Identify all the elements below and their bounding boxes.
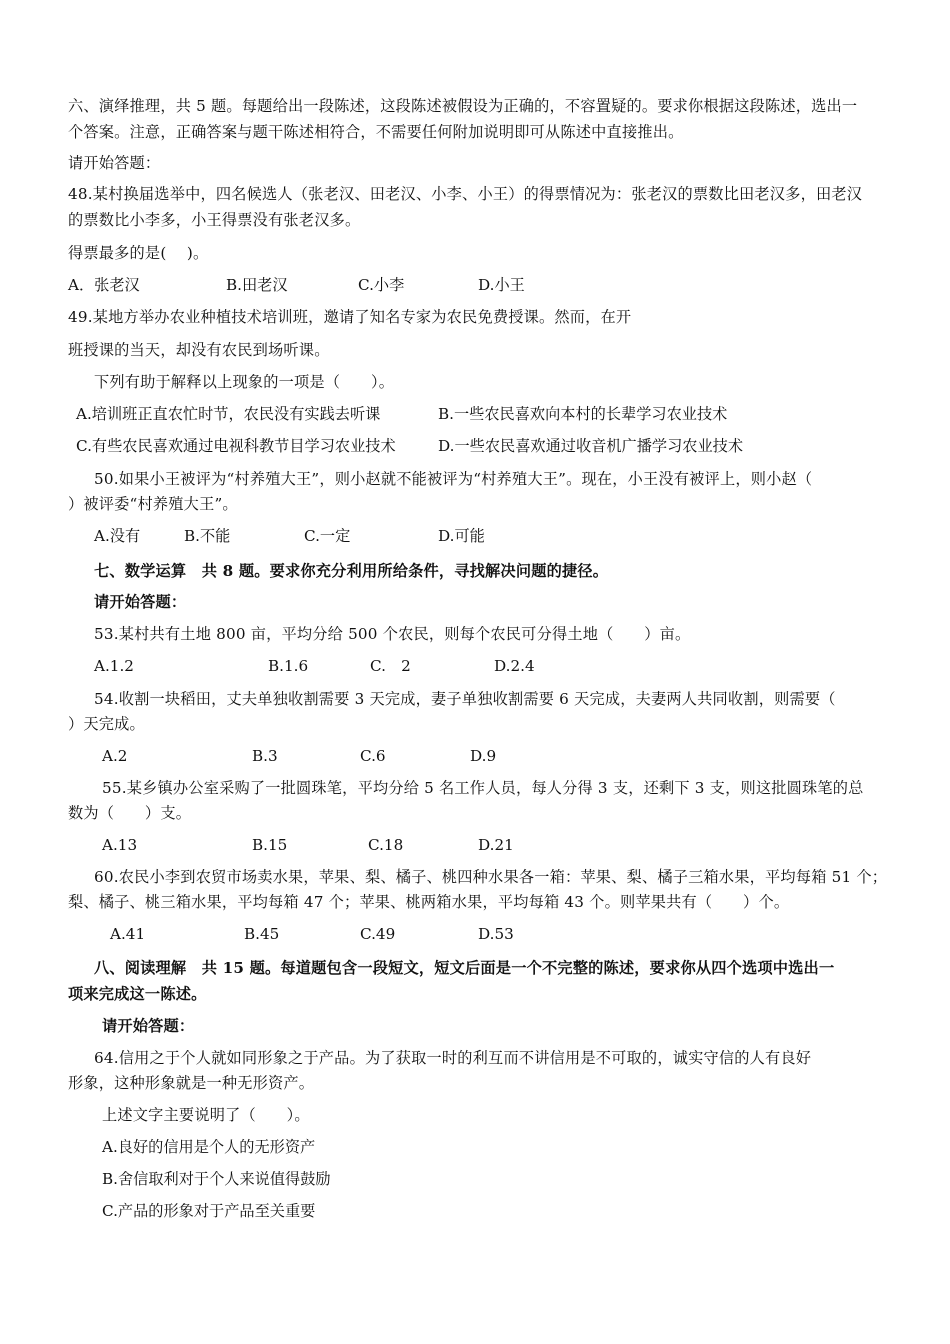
q53-option-b: B.1.6 bbox=[268, 657, 309, 675]
q49-line1: 49.某地方举办农业种植技术培训班，邀请了知名专家为农民免费授课。然而，在开 bbox=[68, 308, 632, 326]
q55-line2: 数为（ ）支。 bbox=[68, 804, 192, 822]
q53-line1: 53.某村共有土地 800 亩，平均分给 500 个农民，则每个农民可分得土地（ ）亩。 bbox=[94, 625, 691, 643]
q54-option-b: B.3 bbox=[252, 747, 278, 765]
q54-line2: ）天完成。 bbox=[68, 715, 145, 733]
section7-title: 七、数学运算 共 8 题。要求你充分利用所给条件，寻找解决问题的捷径。 bbox=[94, 562, 609, 580]
q60-option-c: C.49 bbox=[360, 925, 396, 943]
section8-start: 请开始答题： bbox=[102, 1017, 195, 1035]
q64-ask: 上述文字主要说明了（ ）。 bbox=[102, 1106, 310, 1124]
q54-line1: 54.收割一块稻田，丈夫单独收割需要 3 天完成，妻子单独收割需要 6 天完成，夫妻两人共同收割，则需要（ bbox=[94, 690, 836, 708]
q50-option-d: D.可能 bbox=[438, 527, 485, 545]
q64-line1: 64.信用之于个人就如同形象之于产品。为了获取一时的利互而不讲信用是不可取的，诚实守信的人有良好 bbox=[94, 1049, 812, 1067]
section6-start: 请开始答题： bbox=[68, 154, 161, 172]
q50-line2: ）被评委“村养殖大王”。 bbox=[68, 495, 238, 513]
q48-line2: 的票数比小李多，小王得票没有张老汉多。 bbox=[68, 211, 361, 229]
q50-option-c: C.一定 bbox=[304, 527, 351, 545]
section6-intro-line1: 六、演绎推理，共 5 题。每题给出一段陈述，这段陈述被假设为正确的，不容置疑的。要求你根据这段陈述，选出一 bbox=[68, 97, 858, 115]
q55-option-c: C.18 bbox=[368, 836, 404, 854]
q64-option-a: A.良好的信用是个人的无形资产 bbox=[102, 1138, 316, 1156]
section7-start: 请开始答题： bbox=[94, 593, 187, 611]
q55-option-d: D.21 bbox=[478, 836, 514, 854]
q55-line1: 55.某乡镇办公室采购了一批圆珠笔，平均分给 5 名工作人员，每人分得 3 支，还剩下 3 支，则这批圆珠笔的总 bbox=[102, 779, 864, 797]
q64-line2: 形象，这种形象就是一种无形资产。 bbox=[68, 1074, 315, 1092]
q60-option-b: B.45 bbox=[244, 925, 280, 943]
q53-option-a: A.1.2 bbox=[94, 657, 134, 675]
section8-title-line2: 项来完成这一陈述。 bbox=[68, 985, 207, 1003]
q55-option-b: B.15 bbox=[252, 836, 288, 854]
q54-option-a: A.2 bbox=[102, 747, 128, 765]
q54-option-d: D.9 bbox=[470, 747, 497, 765]
q60-line1: 60.农民小李到农贸市场卖水果，苹果、梨、橘子、桃四种水果各一箱：苹果、梨、橘子三箱水果，平均每箱 51 个； bbox=[94, 868, 888, 886]
q64-option-b: B.舍信取利对于个人来说值得鼓励 bbox=[102, 1170, 331, 1188]
q55-option-a: A.13 bbox=[102, 836, 138, 854]
q54-option-c: C.6 bbox=[360, 747, 386, 765]
q49-option-a: A.培训班正直农忙时节，农民没有实践去听课 bbox=[76, 405, 381, 423]
q49-line2: 班授课的当天，却没有农民到场听课。 bbox=[68, 341, 330, 359]
section8-title-line1: 八、阅读理解 共 15 题。每道题包含一段短文，短文后面是一个不完整的陈述，要求你从四个选项中选出一 bbox=[94, 959, 835, 977]
q60-option-a: A.41 bbox=[110, 925, 146, 943]
q50-line1: 50.如果小王被评为“村养殖大王”，则小赵就不能被评为“村养殖大王”。现在，小王没有被评上，则小赵（ bbox=[94, 470, 813, 488]
q48-option-c: C.小李 bbox=[358, 276, 405, 294]
q48-option-a: A．张老汉 bbox=[68, 276, 140, 294]
q53-option-c: C. 2 bbox=[370, 657, 411, 675]
q50-option-a: A.没有 bbox=[94, 527, 141, 545]
q53-option-d: D.2.4 bbox=[494, 657, 535, 675]
q49-option-c: C.有些农民喜欢通过电视科教节目学习农业技术 bbox=[76, 437, 396, 455]
q48-option-d: D.小王 bbox=[478, 276, 525, 294]
q50-option-b: B.不能 bbox=[184, 527, 231, 545]
q64-option-c: C.产品的形象对于产品至关重要 bbox=[102, 1202, 316, 1220]
q48-option-b: B.田老汉 bbox=[226, 276, 288, 294]
q48-line1: 48.某村换届选举中，四名候选人（张老汉、田老汉、小李、小王）的得票情况为：张老汉的票数比田老汉多，田老汉 bbox=[68, 185, 863, 203]
q49-ask: 下列有助于解释以上现象的一项是（ ）。 bbox=[94, 373, 395, 391]
q49-option-b: B.一些农民喜欢向本村的长辈学习农业技术 bbox=[438, 405, 728, 423]
q48-ask: 得票最多的是( )。 bbox=[68, 244, 209, 262]
section6-intro-line2: 个答案。注意，正确答案与题干陈述相符合，不需要任何附加说明即可从陈述中直接推出。 bbox=[68, 123, 684, 141]
q60-option-d: D.53 bbox=[478, 925, 514, 943]
q49-option-d: D.一些农民喜欢通过收音机广播学习农业技术 bbox=[438, 437, 744, 455]
q60-line2: 梨、橘子、桃三箱水果，平均每箱 47 个；苹果、桃两箱水果，平均每箱 43 个。则苹果共有（ ）个。 bbox=[68, 893, 790, 911]
